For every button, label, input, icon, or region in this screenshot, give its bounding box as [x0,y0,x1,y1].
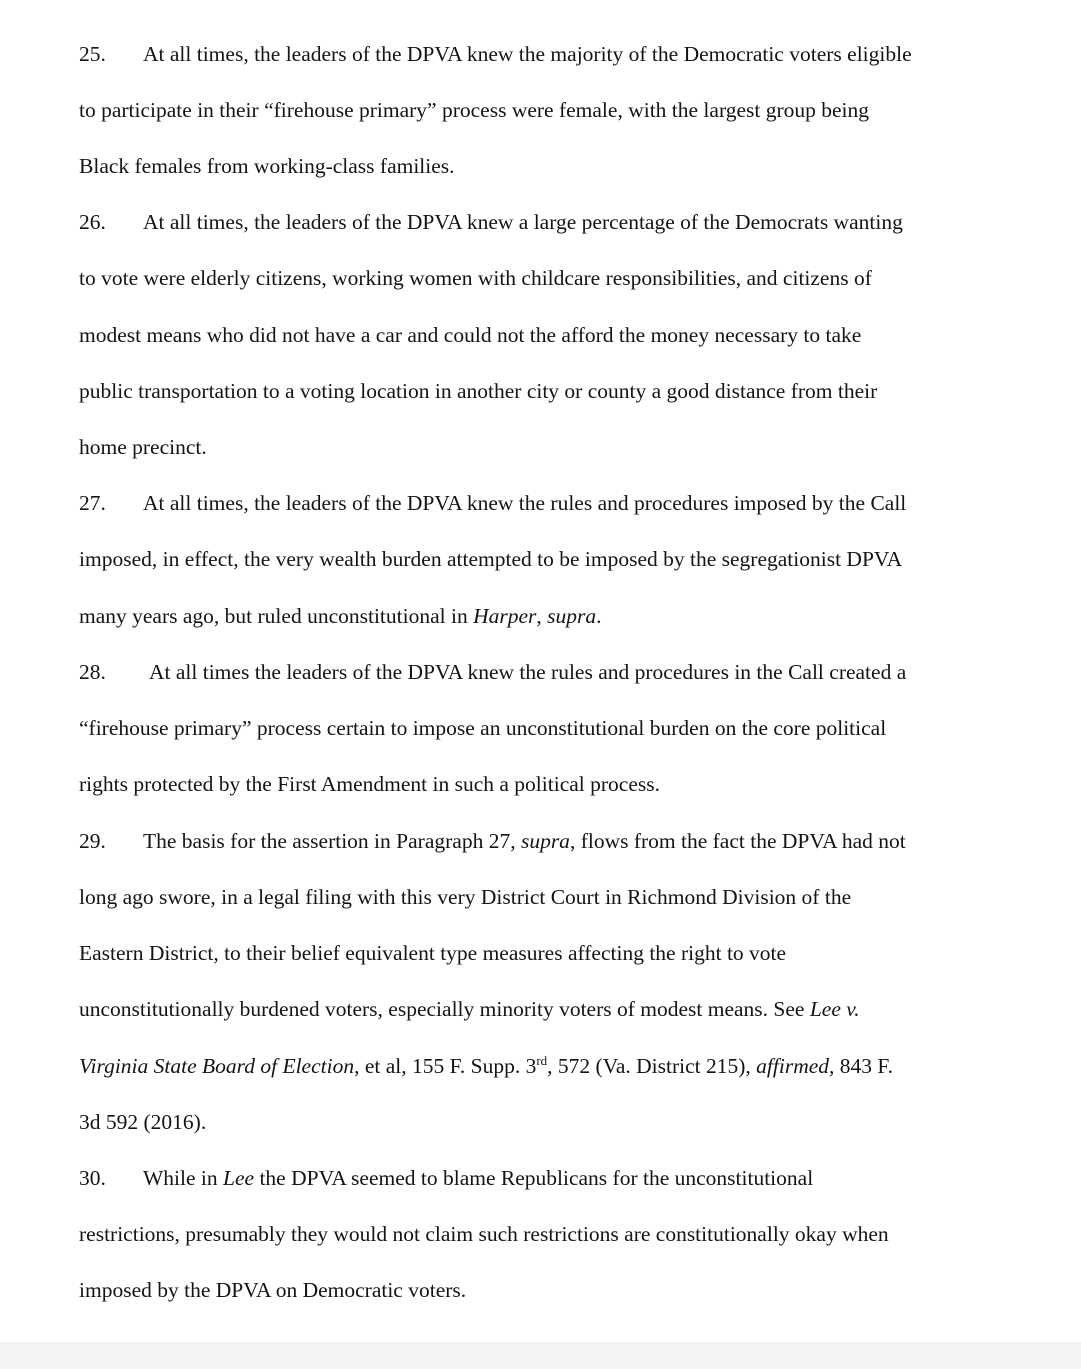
paragraph-30-line-2: restrictions, presumably they would not claim such restrictions are constitutionally okay when [79,1222,889,1246]
paragraph-number: 29. [79,829,106,853]
paragraph-29-line-4: unconstitutionally burdened voters, especially minority voters of modest means. See Lee v. [79,997,860,1021]
paragraph-26-line-5: home precinct. [79,435,207,459]
paragraph-number: 26. [79,210,106,234]
case-citation-harper: Harper [473,604,537,628]
paragraph-number: 28. [79,660,106,684]
paragraph-29-line-1: 29. The basis for the assertion in Paragraph 27, supra, flows from the fact the DPVA had not [79,829,906,853]
paragraph-27-line-2: imposed, in effect, the very wealth burden attempted to be imposed by the segregationist DPVA [79,547,903,571]
paragraph-30-line-3: imposed by the DPVA on Democratic voters. [79,1278,467,1302]
paragraph-number: 25. [79,42,106,66]
affirmed-citation: affirmed [756,1054,830,1078]
paragraph-27-line-3: many years ago, but ruled unconstitutional in Harper, supra. [79,604,602,628]
paragraph-30-line-1: 30. While in Lee the DPVA seemed to blame Republicans for the unconstitutional [79,1166,814,1190]
paragraph-29-line-2: long ago swore, in a legal filing with this very District Court in Richmond Division of the [79,885,852,909]
case-citation-lee: Lee v. [809,997,860,1021]
case-citation-lee: Lee [223,1166,255,1190]
paragraph-26-line-2: to vote were elderly citizens, working women with childcare responsibilities, and citizens of [79,266,872,290]
paragraph-25-line-2: to participate in their “firehouse primary” process were female, with the largest group being [79,98,870,122]
paragraph-28-line-3: rights protected by the First Amendment in such a political process. [79,772,660,796]
paragraph-29-line-3: Eastern District, to their belief equivalent type measures affecting the right to vote [79,941,787,965]
paragraph-29-line-5: Virginia State Board of Election, et al, 155 F. Supp. 3rd, 572 (Va. District 215), affirmed, 843 F. [79,1053,894,1078]
supra-citation: supra [520,829,570,853]
paragraph-number: 30. [79,1166,106,1190]
paragraph-number: 27. [79,491,106,515]
paragraph-26-line-4: public transportation to a voting location in another city or county a good distance from their [79,379,878,403]
paragraph-25-line-3: Black females from working-class families. [79,154,455,178]
paragraph-28-line-2: “firehouse primary” process certain to impose an unconstitutional burden on the core political [79,716,887,740]
case-citation-lee-continued: Virginia State Board of Election [79,1054,355,1078]
supra-citation: supra [547,604,597,628]
paragraph-26-line-3: modest means who did not have a car and could not the afford the money necessary to take [79,323,862,347]
paragraph-28-line-1: 28. At all times the leaders of the DPVA knew the rules and procedures in the Call created a [79,660,907,684]
paragraph-27-line-1: 27. At all times, the leaders of the DPVA knew the rules and procedures imposed by the Call [79,491,907,515]
paragraph-29-line-6: 3d 592 (2016). [79,1110,207,1134]
page-bottom-strip [0,1342,1081,1369]
ordinal-superscript: rd [536,1053,548,1068]
paragraph-26-line-1: 26. At all times, the leaders of the DPVA knew a large percentage of the Democrats wanting [79,210,903,234]
paragraph-25-line-1: 25. At all times, the leaders of the DPVA knew the majority of the Democratic voters eligible [79,42,912,66]
